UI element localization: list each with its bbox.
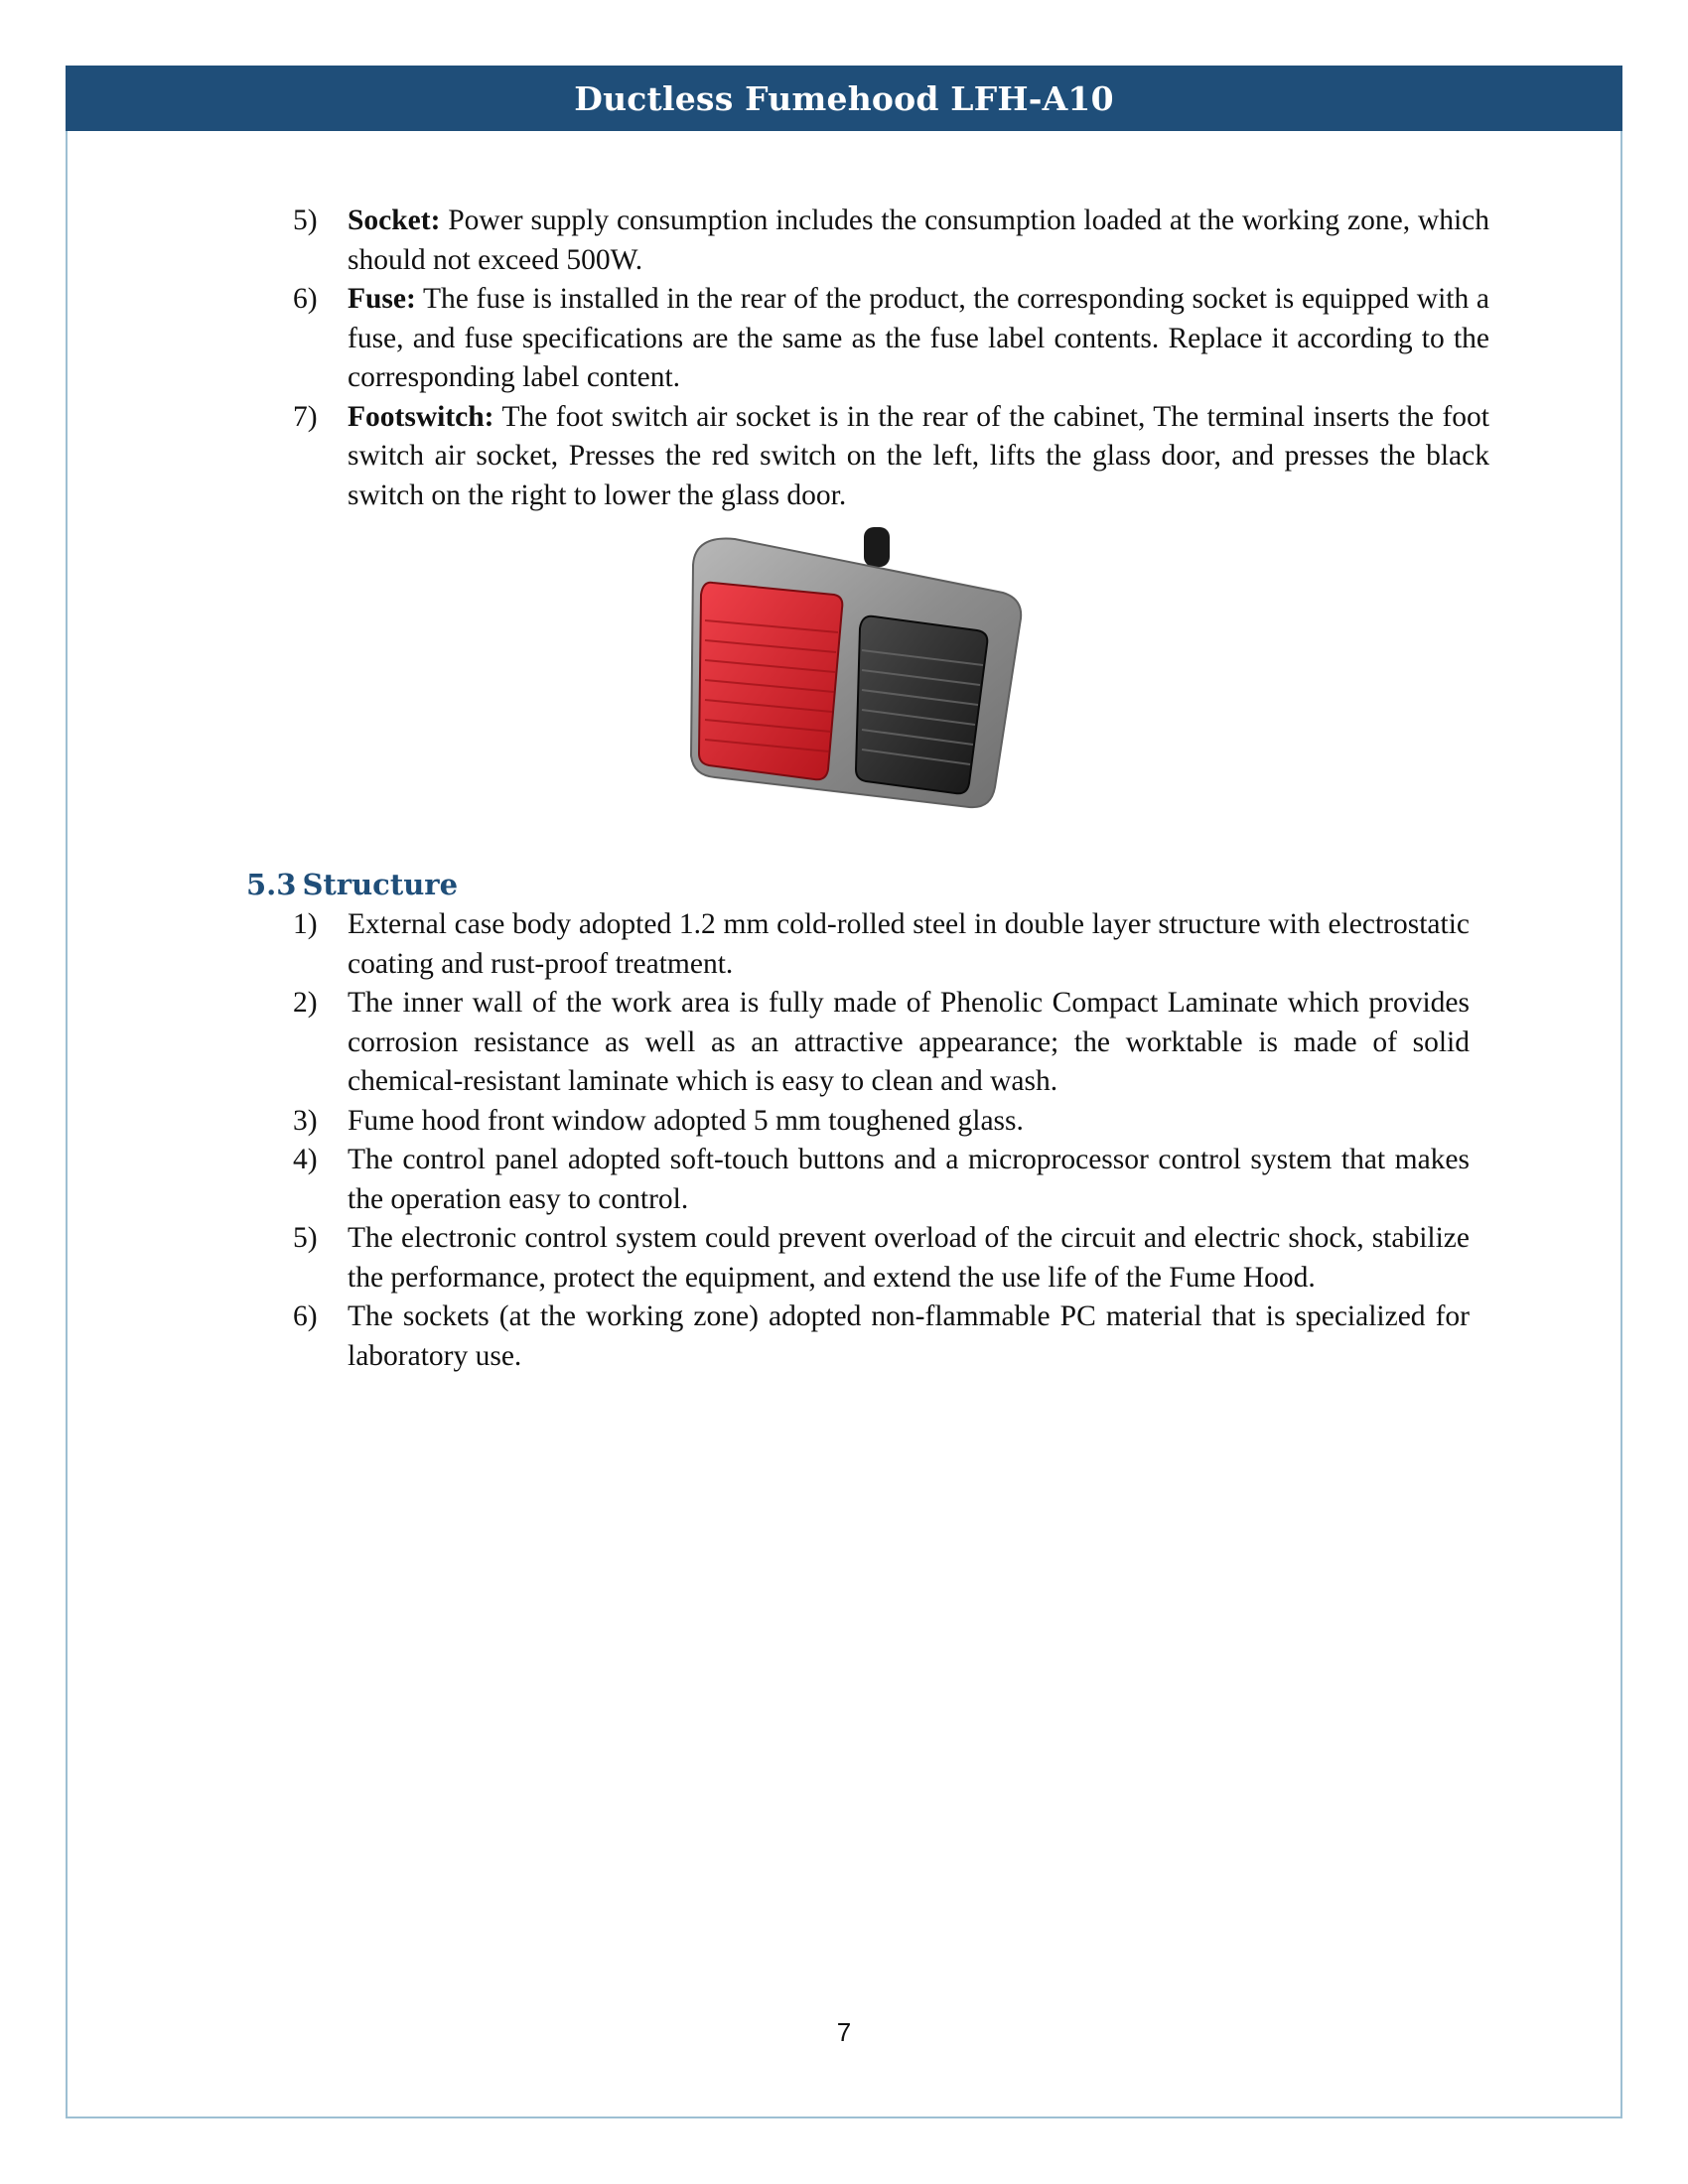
list-item <box>293 1219 1470 1297</box>
list-item <box>293 984 1470 1102</box>
footswitch-illustration-icon <box>675 521 1033 829</box>
list-item-number: 3) <box>293 1104 318 1137</box>
list-item-lead: Fuse: <box>348 283 416 315</box>
black-pedal <box>856 616 987 794</box>
list-item-number: 6) <box>293 1300 318 1332</box>
list-item <box>293 905 1470 984</box>
list-item-number: 6) <box>293 283 318 315</box>
list-item-text: The foot switch air socket is in the rear of the cabinet, The terminal inserts the foot switch air socket, Presses the red switch on the left, lifts the glass door, and presses the black switch on the right to lower the glass door. <box>348 400 1489 511</box>
cable <box>864 527 890 567</box>
list-item <box>293 1102 1470 1142</box>
intro-list <box>293 202 1489 515</box>
page-number: 7 <box>836 2017 852 2047</box>
section-heading-structure <box>246 868 458 901</box>
list-item-text: Fume hood front window adopted 5 mm toughened glass. <box>348 1104 1024 1137</box>
document-title: Ductless Fumehood LFH-A10 <box>574 78 1114 118</box>
list-item-number: 5) <box>293 1222 318 1254</box>
list-item-lead: Footswitch: <box>348 400 494 433</box>
list-item-text: Power supply consumption includes the consumption loaded at the working zone, which should not exceed 500W. <box>348 205 1489 276</box>
list-item-fuse <box>293 280 1489 398</box>
list-item-footswitch <box>293 398 1489 516</box>
list-item-lead: Socket: <box>348 205 441 236</box>
list-item-socket <box>293 202 1489 280</box>
list-item-text: The fuse is installed in the rear of the product, the corresponding socket is equipped with a fuse, and fuse specifications are the same as the fuse label contents. Replace it according to the corresponding label content. <box>348 283 1489 393</box>
list-item-number: 2) <box>293 987 318 1019</box>
list-item-text: External case body adopted 1.2 mm cold-rolled steel in double layer structure with electrostatic coating and rust-proof treatment. <box>348 908 1470 980</box>
section-number: 5.3 <box>246 868 297 901</box>
header-bar <box>66 66 1622 131</box>
list-item-text: The control panel adopted soft-touch buttons and a microprocessor control system that makes the operation easy to control. <box>348 1144 1470 1215</box>
list-item-text: The electronic control system could prevent overload of the circuit and electric shock, stabilize the performance, protect the equipment, and extend the use life of the Fume Hood. <box>348 1222 1470 1294</box>
structure-list <box>293 905 1470 1376</box>
list-item-text: The inner wall of the work area is fully made of Phenolic Compact Laminate which provides corrosion resistance as well as an attractive appearance; the worktable is made of solid chemical-resistant laminate which is easy to clean and wash. <box>348 987 1470 1097</box>
list-item-number: 4) <box>293 1144 318 1175</box>
list-item <box>293 1297 1470 1376</box>
section-title: Structure <box>302 868 459 901</box>
list-item-number: 7) <box>293 400 318 433</box>
list-item-number: 5) <box>293 205 318 236</box>
list-item-text: The sockets (at the working zone) adopted non-flammable PC material that is specialized for laboratory use. <box>348 1300 1470 1372</box>
list-item <box>293 1141 1470 1219</box>
list-item-number: 1) <box>293 908 318 940</box>
